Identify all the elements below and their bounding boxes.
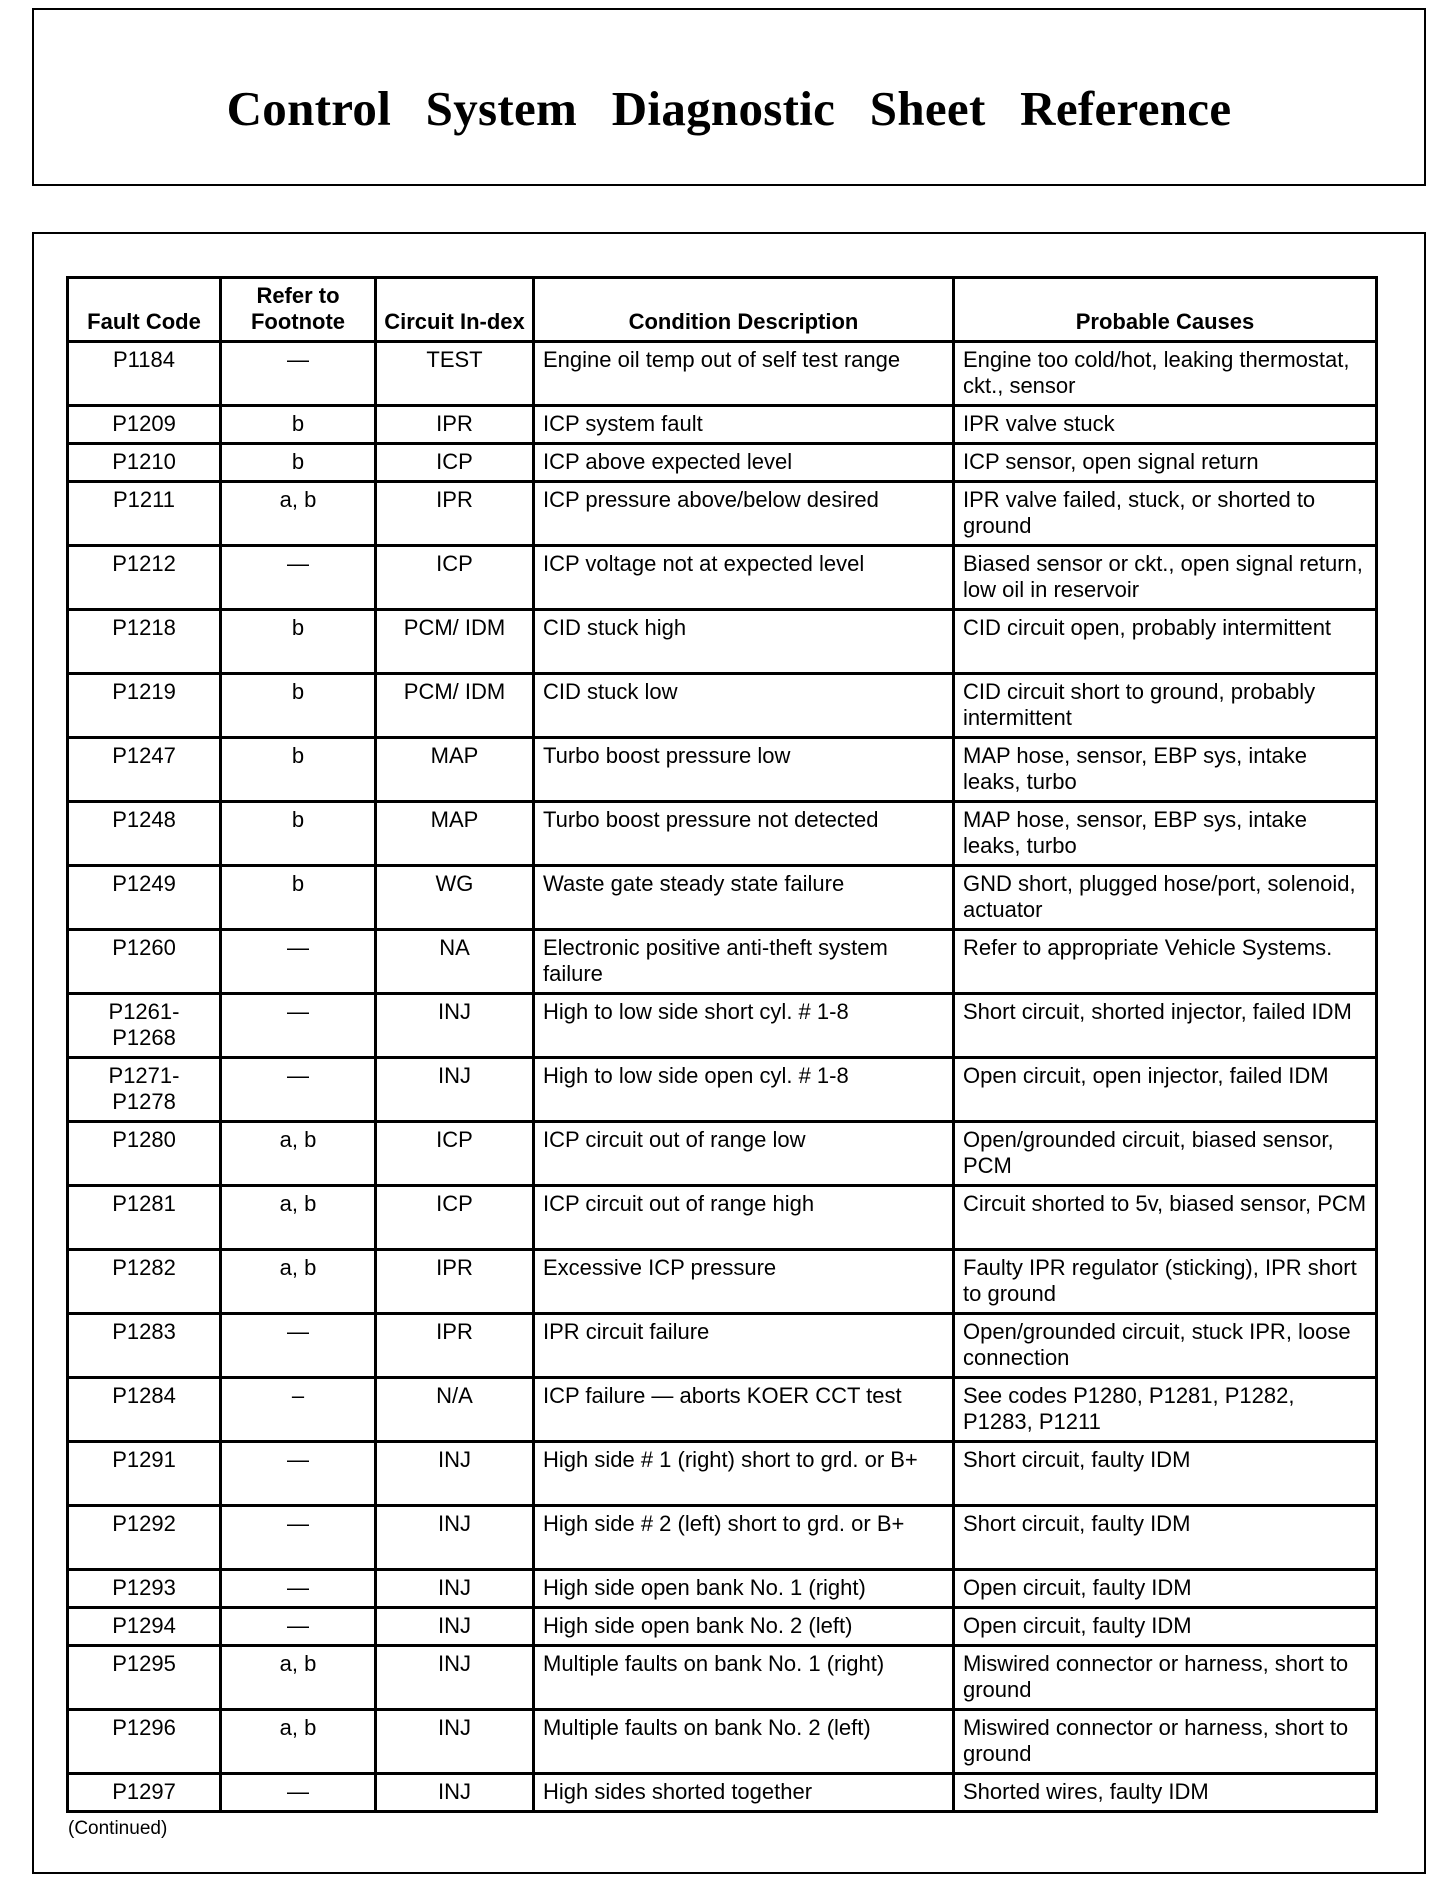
probable-causes-cell: Engine too cold/hot, leaking thermostat, ckt., sensor xyxy=(954,342,1377,406)
fault-code-cell: P1293 xyxy=(68,1570,221,1608)
probable-causes-cell: Circuit shorted to 5v, biased sensor, PCM xyxy=(954,1186,1377,1250)
probable-causes-cell: MAP hose, sensor, EBP sys, intake leaks, turbo xyxy=(954,738,1377,802)
circuit-index-cell: INJ xyxy=(376,1442,534,1506)
table-row xyxy=(68,866,1377,930)
condition-description-cell: ICP pressure above/below desired xyxy=(534,482,954,546)
footnote-cell: a, b xyxy=(221,1710,376,1774)
table-row xyxy=(68,546,1377,610)
circuit-index-cell: PCM/ IDM xyxy=(376,610,534,674)
fault-code-cell: P1260 xyxy=(68,930,221,994)
condition-description-cell: Multiple faults on bank No. 2 (left) xyxy=(534,1710,954,1774)
circuit-index-cell: N/A xyxy=(376,1378,534,1442)
fault-code-cell: P1210 xyxy=(68,444,221,482)
circuit-index-cell: INJ xyxy=(376,1506,534,1570)
probable-causes-cell: Biased sensor or ckt., open signal return, low oil in reservoir xyxy=(954,546,1377,610)
circuit-index-cell: INJ xyxy=(376,1608,534,1646)
condition-description-cell: High side open bank No. 2 (left) xyxy=(534,1608,954,1646)
probable-causes-cell: Miswired connector or harness, short to ground xyxy=(954,1646,1377,1710)
circuit-index-cell: ICP xyxy=(376,1122,534,1186)
table-row xyxy=(68,1314,1377,1378)
footnote-cell: a, b xyxy=(221,1250,376,1314)
fault-code-cell: P1291 xyxy=(68,1442,221,1506)
probable-causes-cell: Faulty IPR regulator (sticking), IPR short to ground xyxy=(954,1250,1377,1314)
header-circuit-index: Circuit In-dex xyxy=(376,278,534,342)
fault-code-cell: P1292 xyxy=(68,1506,221,1570)
condition-description-cell: ICP above expected level xyxy=(534,444,954,482)
probable-causes-cell: MAP hose, sensor, EBP sys, intake leaks, turbo xyxy=(954,802,1377,866)
fault-code-cell: P1248 xyxy=(68,802,221,866)
circuit-index-cell: NA xyxy=(376,930,534,994)
condition-description-cell: Excessive ICP pressure xyxy=(534,1250,954,1314)
footnote-cell: b xyxy=(221,444,376,482)
table-row xyxy=(68,930,1377,994)
fault-code-cell: P1247 xyxy=(68,738,221,802)
condition-description-cell: CID stuck high xyxy=(534,610,954,674)
fault-code-cell: P1280 xyxy=(68,1122,221,1186)
circuit-index-cell: INJ xyxy=(376,1646,534,1710)
fault-code-cell: P1271- P1278 xyxy=(68,1058,221,1122)
fault-code-cell: P1219 xyxy=(68,674,221,738)
condition-description-cell: ICP voltage not at expected level xyxy=(534,546,954,610)
continued-note: (Continued) xyxy=(68,1818,168,1839)
probable-causes-cell: ICP sensor, open signal return xyxy=(954,444,1377,482)
condition-description-cell: High to low side open cyl. # 1-8 xyxy=(534,1058,954,1122)
fault-code-cell: P1184 xyxy=(68,342,221,406)
fault-code-cell: P1282 xyxy=(68,1250,221,1314)
condition-description-cell: Electronic positive anti-theft system failure xyxy=(534,930,954,994)
probable-causes-cell: IPR valve stuck xyxy=(954,406,1377,444)
table-row xyxy=(68,1774,1377,1812)
fault-code-table xyxy=(66,276,1378,1813)
probable-causes-cell: IPR valve failed, stuck, or shorted to ground xyxy=(954,482,1377,546)
table-row xyxy=(68,406,1377,444)
footnote-cell: — xyxy=(221,1314,376,1378)
circuit-index-cell: WG xyxy=(376,866,534,930)
table-row xyxy=(68,1646,1377,1710)
table-row xyxy=(68,1122,1377,1186)
probable-causes-cell: Open circuit, faulty IDM xyxy=(954,1570,1377,1608)
title-box xyxy=(32,8,1426,186)
footnote-cell: b xyxy=(221,610,376,674)
footnote-cell: a, b xyxy=(221,482,376,546)
footnote-cell: — xyxy=(221,930,376,994)
table-row xyxy=(68,610,1377,674)
table-row xyxy=(68,1058,1377,1122)
table-row xyxy=(68,342,1377,406)
footnote-cell: — xyxy=(221,1058,376,1122)
table-row xyxy=(68,674,1377,738)
table-row xyxy=(68,1378,1377,1442)
header-footnote: Refer to Footnote xyxy=(221,278,376,342)
footnote-cell: b xyxy=(221,802,376,866)
probable-causes-cell: Open/grounded circuit, stuck IPR, loose connection xyxy=(954,1314,1377,1378)
table-row xyxy=(68,1186,1377,1250)
condition-description-cell: Multiple faults on bank No. 1 (right) xyxy=(534,1646,954,1710)
fault-code-cell: P1283 xyxy=(68,1314,221,1378)
condition-description-cell: ICP system fault xyxy=(534,406,954,444)
table-row xyxy=(68,1570,1377,1608)
footnote-cell: a, b xyxy=(221,1646,376,1710)
circuit-index-cell: ICP xyxy=(376,444,534,482)
circuit-index-cell: MAP xyxy=(376,738,534,802)
footnote-cell: — xyxy=(221,1506,376,1570)
circuit-index-cell: MAP xyxy=(376,802,534,866)
condition-description-cell: Waste gate steady state failure xyxy=(534,866,954,930)
circuit-index-cell: TEST xyxy=(376,342,534,406)
footnote-cell: b xyxy=(221,674,376,738)
footnote-cell: b xyxy=(221,738,376,802)
fault-code-cell: P1209 xyxy=(68,406,221,444)
condition-description-cell: High side open bank No. 1 (right) xyxy=(534,1570,954,1608)
fault-code-cell: P1212 xyxy=(68,546,221,610)
condition-description-cell: Turbo boost pressure not detected xyxy=(534,802,954,866)
table-row xyxy=(68,1250,1377,1314)
table-body xyxy=(68,342,1377,1812)
circuit-index-cell: IPR xyxy=(376,1314,534,1378)
fault-code-cell: P1296 xyxy=(68,1710,221,1774)
circuit-index-cell: INJ xyxy=(376,1570,534,1608)
table-row xyxy=(68,1608,1377,1646)
probable-causes-cell: CID circuit short to ground, probably intermittent xyxy=(954,674,1377,738)
table-row xyxy=(68,738,1377,802)
fault-code-cell: P1297 xyxy=(68,1774,221,1812)
table-row xyxy=(68,802,1377,866)
condition-description-cell: CID stuck low xyxy=(534,674,954,738)
header-fault-code: Fault Code xyxy=(68,278,221,342)
fault-code-cell: P1218 xyxy=(68,610,221,674)
footnote-cell: b xyxy=(221,866,376,930)
fault-code-cell: P1261- P1268 xyxy=(68,994,221,1058)
probable-causes-cell: Open circuit, faulty IDM xyxy=(954,1608,1377,1646)
footnote-cell: — xyxy=(221,1608,376,1646)
circuit-index-cell: ICP xyxy=(376,546,534,610)
page-title: Control System Diagnostic Sheet Reference xyxy=(226,81,1232,136)
header-probable-causes: Probable Causes xyxy=(954,278,1377,342)
circuit-index-cell: INJ xyxy=(376,1710,534,1774)
condition-description-cell: High side # 2 (left) short to grd. or B+ xyxy=(534,1506,954,1570)
condition-description-cell: Turbo boost pressure low xyxy=(534,738,954,802)
circuit-index-cell: IPR xyxy=(376,1250,534,1314)
header-condition-description: Condition Description xyxy=(534,278,954,342)
probable-causes-cell: Refer to appropriate Vehicle Systems. xyxy=(954,930,1377,994)
condition-description-cell: Engine oil temp out of self test range xyxy=(534,342,954,406)
table-header-row xyxy=(68,278,1377,342)
condition-description-cell: High to low side short cyl. # 1-8 xyxy=(534,994,954,1058)
footnote-cell: b xyxy=(221,406,376,444)
condition-description-cell: High sides shorted together xyxy=(534,1774,954,1812)
footnote-cell: — xyxy=(221,1570,376,1608)
probable-causes-cell: Short circuit, faulty IDM xyxy=(954,1506,1377,1570)
table-row xyxy=(68,1710,1377,1774)
footnote-cell: — xyxy=(221,546,376,610)
probable-causes-cell: Open/grounded circuit, biased sensor, PCM xyxy=(954,1122,1377,1186)
footnote-cell: — xyxy=(221,994,376,1058)
table-row xyxy=(68,444,1377,482)
fault-code-cell: P1295 xyxy=(68,1646,221,1710)
table-row xyxy=(68,1442,1377,1506)
table-row xyxy=(68,482,1377,546)
condition-description-cell: IPR circuit failure xyxy=(534,1314,954,1378)
circuit-index-cell: INJ xyxy=(376,1058,534,1122)
fault-code-cell: P1294 xyxy=(68,1608,221,1646)
circuit-index-cell: ICP xyxy=(376,1186,534,1250)
footnote-cell: a, b xyxy=(221,1122,376,1186)
probable-causes-cell: GND short, plugged hose/port, solenoid, actuator xyxy=(954,866,1377,930)
footnote-cell: — xyxy=(221,1442,376,1506)
footnote-cell: — xyxy=(221,1774,376,1812)
table-row xyxy=(68,1506,1377,1570)
condition-description-cell: ICP circuit out of range low xyxy=(534,1122,954,1186)
fault-code-cell: P1281 xyxy=(68,1186,221,1250)
circuit-index-cell: IPR xyxy=(376,482,534,546)
probable-causes-cell: Short circuit, faulty IDM xyxy=(954,1442,1377,1506)
circuit-index-cell: INJ xyxy=(376,994,534,1058)
footnote-cell: – xyxy=(221,1378,376,1442)
fault-code-cell: P1284 xyxy=(68,1378,221,1442)
circuit-index-cell: IPR xyxy=(376,406,534,444)
condition-description-cell: ICP circuit out of range high xyxy=(534,1186,954,1250)
condition-description-cell: ICP failure — aborts KOER CCT test xyxy=(534,1378,954,1442)
footnote-cell: a, b xyxy=(221,1186,376,1250)
probable-causes-cell: Shorted wires, faulty IDM xyxy=(954,1774,1377,1812)
probable-causes-cell: See codes P1280, P1281, P1282, P1283, P1211 xyxy=(954,1378,1377,1442)
probable-causes-cell: Miswired connector or harness, short to ground xyxy=(954,1710,1377,1774)
probable-causes-cell: CID circuit open, probably intermittent xyxy=(954,610,1377,674)
circuit-index-cell: INJ xyxy=(376,1774,534,1812)
condition-description-cell: High side # 1 (right) short to grd. or B+ xyxy=(534,1442,954,1506)
probable-causes-cell: Short circuit, shorted injector, failed IDM xyxy=(954,994,1377,1058)
footnote-cell: — xyxy=(221,342,376,406)
circuit-index-cell: PCM/ IDM xyxy=(376,674,534,738)
probable-causes-cell: Open circuit, open injector, failed IDM xyxy=(954,1058,1377,1122)
table-row xyxy=(68,994,1377,1058)
fault-code-cell: P1249 xyxy=(68,866,221,930)
fault-code-cell: P1211 xyxy=(68,482,221,546)
